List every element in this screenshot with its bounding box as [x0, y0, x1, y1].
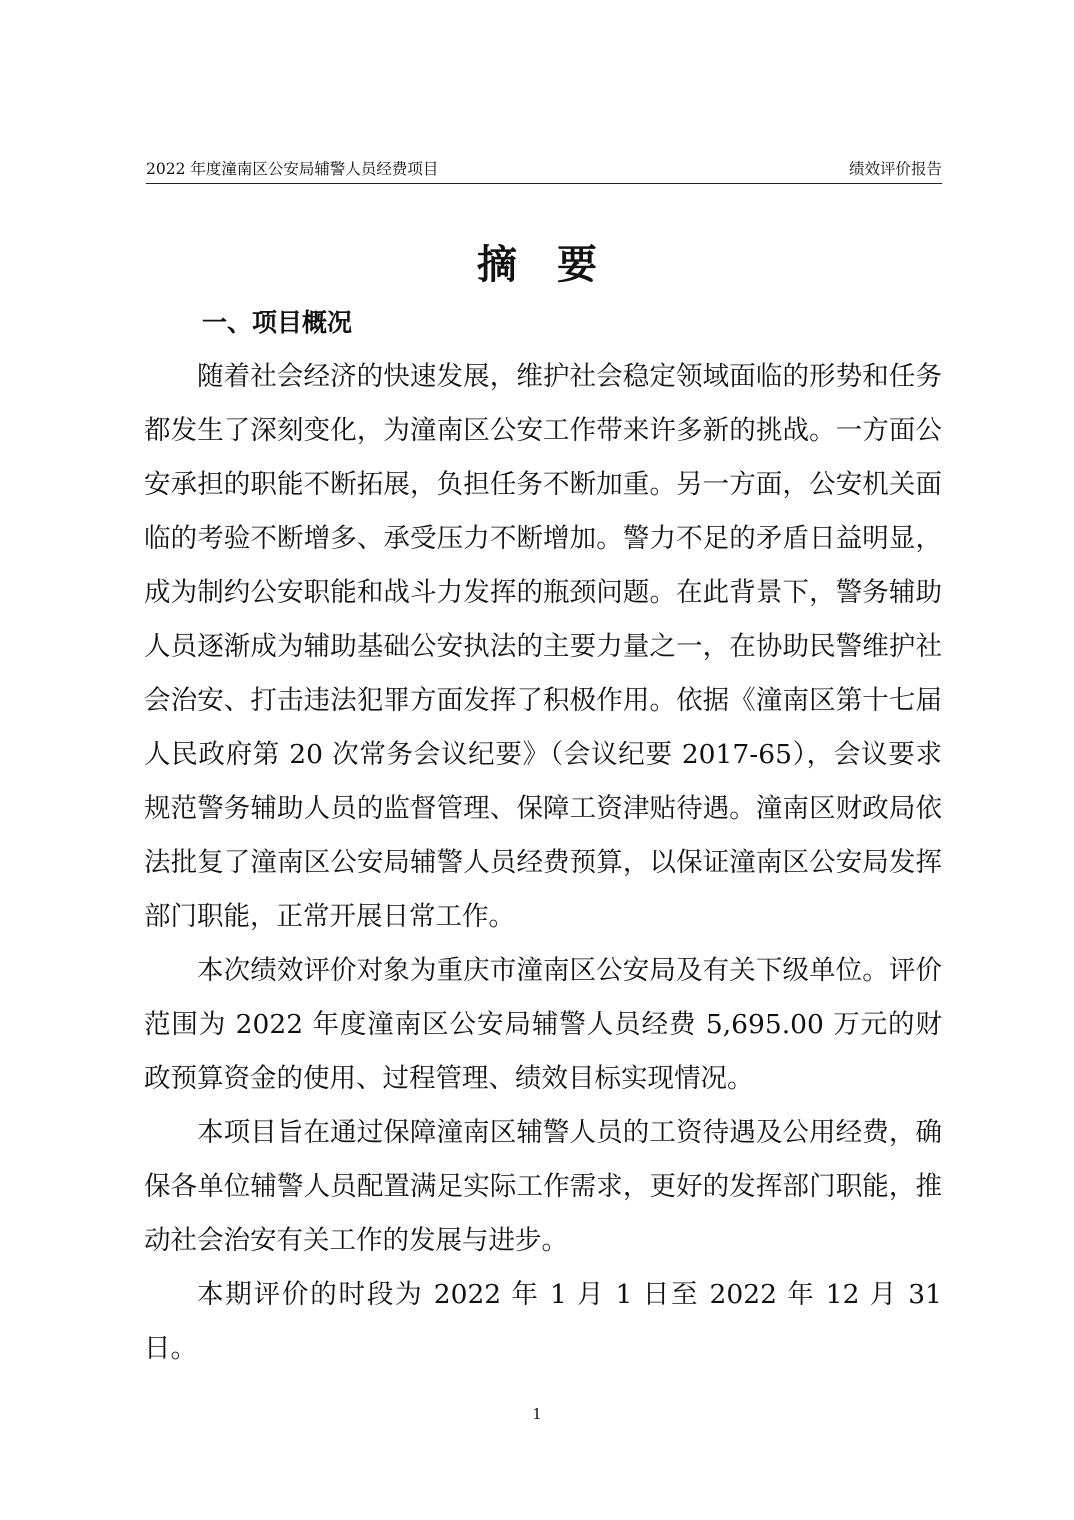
page-number: 1	[532, 1405, 542, 1423]
page-title: 摘要	[477, 241, 637, 288]
running-header	[146, 158, 942, 184]
paragraph-purpose: 本项目旨在通过保障潼南区辅警人员的工资待遇及公用经费，确保各单位辅警人员配置满足实际工作需求，更好的发挥部门职能，推动社会治安有关工作的发展与进步。	[144, 1117, 942, 1256]
header-divider	[146, 183, 942, 184]
header-project-title: 2022 年度潼南区公安局辅警人员经费项目	[146, 160, 439, 178]
paragraph-background: 随着社会经济的快速发展，维护社会稳定领域面临的形势和任务都发生了深刻变化，为潼南区公安工作带来许多新的挑战。一方面公安承担的职能不断拓展，负担任务不断加重。另一方面，公安机关面临的考验不断增多、承受压力不断增加。警力不足的矛盾日益明显，成为制约公安职能和战斗力发挥的瓶颈问题。在此背景下，警务辅助人员逐渐成为辅助基础公安执法的主要力量之一，在协助民警维护社会治安、打击违法犯罪方面发挥了积极作用。依据《潼南区第十七届人民政府第 20 次常务会议纪要》（会议纪要 2017-65），会议要求规范警务辅助人员的监督管理、保障工资津贴待遇。潼南区财政局依法批复了潼南区公安局辅警人员经费预算，以保证潼南区公安局发挥部门职能，正常开展日常工作。	[144, 361, 942, 932]
paragraph-period: 本期评价的时段为 2022 年 1 月 1 日至 2022 年 12 月 31 日。	[144, 1279, 942, 1364]
section-heading: 一、项目概况	[202, 308, 353, 337]
header-report-type: 绩效评价报告	[848, 160, 942, 178]
paragraph-scope: 本次绩效评价对象为重庆市潼南区公安局及有关下级单位。评价范围为 2022 年度潼南区公安局辅警人员经费 5,695.00 万元的财政预算资金的使用、过程管理、绩效目标实现情况。	[144, 955, 942, 1094]
body-text	[144, 350, 942, 1376]
